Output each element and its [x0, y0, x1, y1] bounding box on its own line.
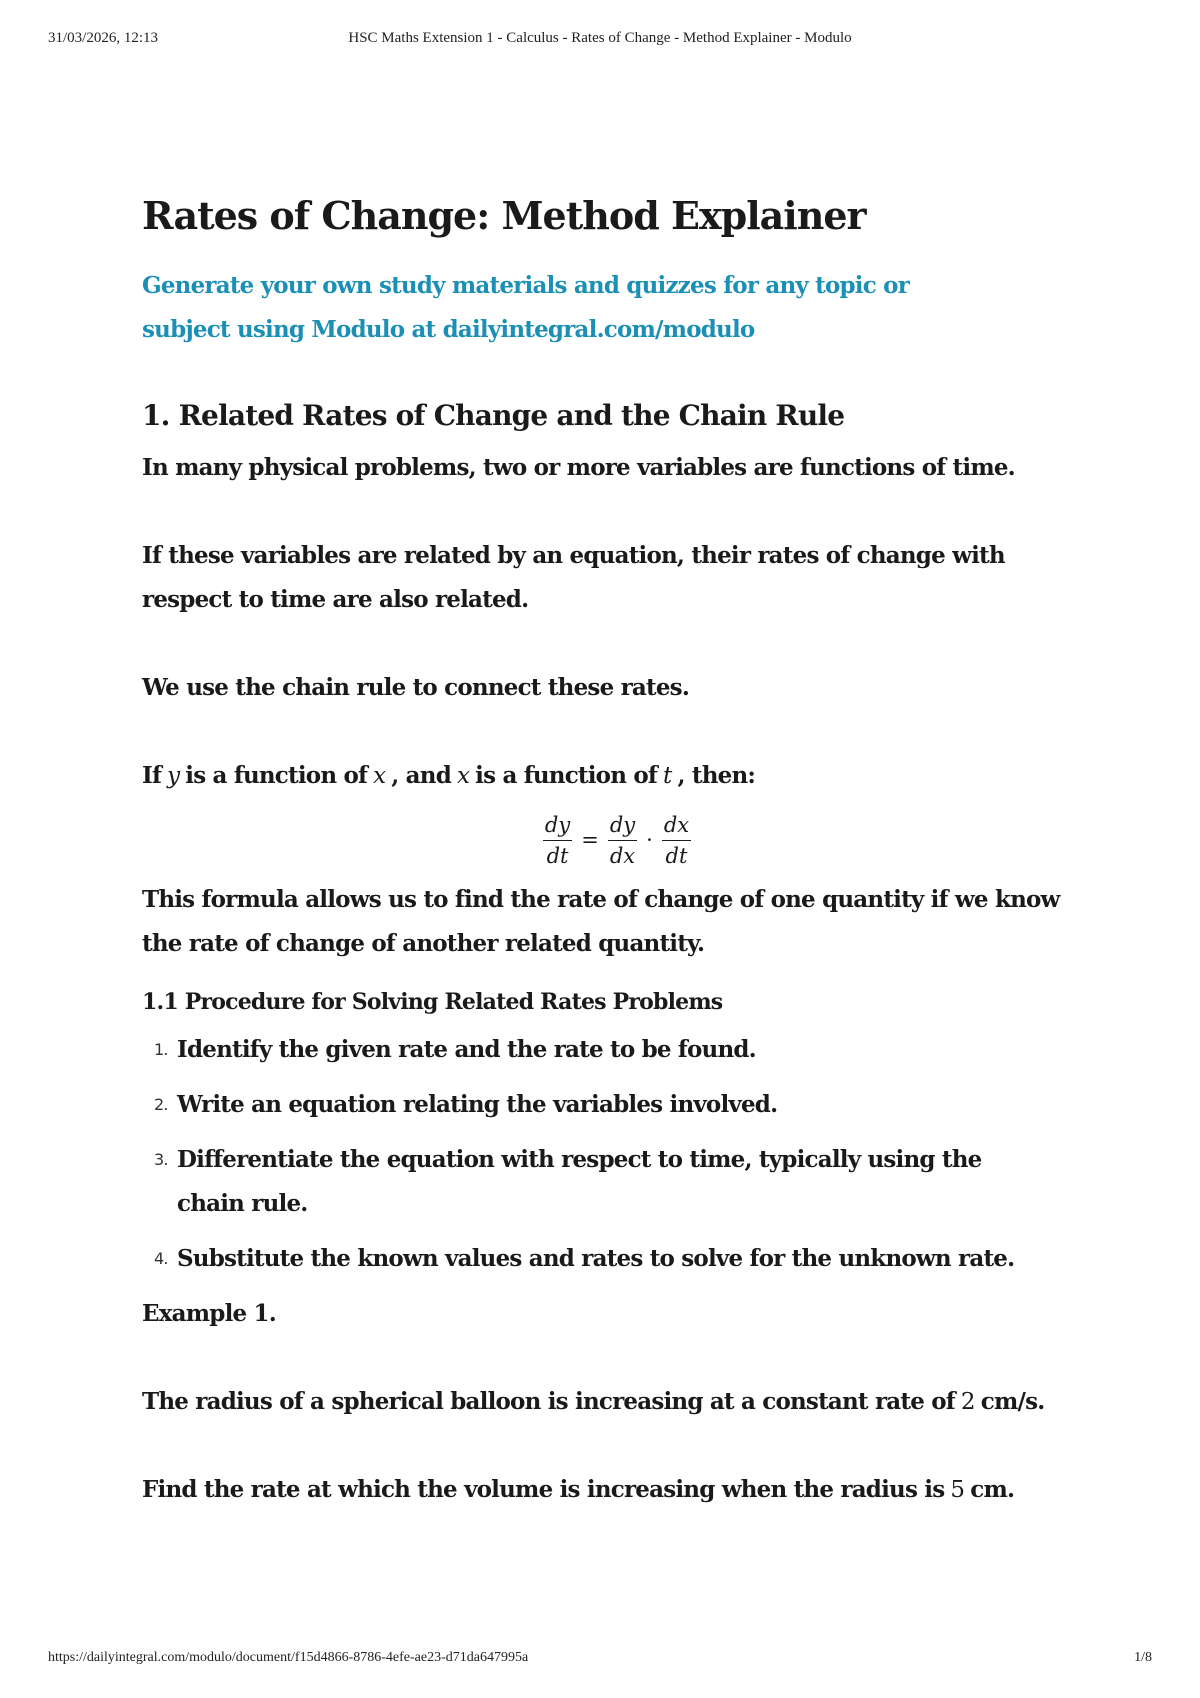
example-title: Example 1. [142, 1300, 276, 1327]
fraction [543, 812, 572, 869]
list-marker: 3. [154, 1150, 168, 1169]
denominator: dt [665, 843, 688, 868]
math-variable: y [167, 763, 180, 789]
print-header [0, 30, 1200, 54]
list-item [142, 1237, 1027, 1281]
numerator: dy [543, 812, 572, 841]
math-variable: x [373, 763, 386, 789]
page-url: https://dailyintegral.com/modulo/document/f15d4866-8786-4efe-ae23-d71da647995a [48, 1650, 529, 1665]
chain-rule-formula [142, 808, 1062, 872]
paragraph-chain-rule-intro [142, 754, 1062, 798]
math-variable: t [663, 763, 672, 789]
fraction [608, 812, 637, 869]
section-heading: 1. Related Rates of Change and the Chain Rule [142, 399, 845, 432]
paragraph: If these variables are related by an equation, their rates of change with respect to time are also related. [142, 542, 1005, 613]
list-item-text: Differentiate the equation with respect to time, typically using the chain rule. [177, 1146, 982, 1217]
numerator: dy [608, 812, 637, 841]
text: The radius of a spherical balloon is increasing at a constant rate of [142, 1388, 955, 1415]
dot-operator: · [646, 828, 653, 852]
text: If [142, 762, 162, 789]
text: , then: [677, 762, 756, 789]
promo-link[interactable]: Generate your own study materials and quizzes for any topic or subject using Modulo at dailyintegral.com/modulo [142, 272, 910, 343]
math-number: 5 [950, 1477, 965, 1503]
list-item-text: Write an equation relating the variables involved. [177, 1091, 778, 1118]
list-marker: 2. [154, 1095, 168, 1114]
text: cm. [970, 1476, 1015, 1503]
numerator: dx [662, 812, 691, 841]
denominator: dx [609, 843, 636, 868]
fraction [662, 812, 691, 869]
document-body [142, 192, 1062, 1512]
list-marker: 1. [154, 1040, 168, 1059]
paragraph: We use the chain rule to connect these rates. [142, 674, 690, 701]
list-item [142, 1028, 1027, 1072]
example-line [142, 1468, 1062, 1512]
equals-sign: = [581, 828, 599, 852]
page-number: 1/8 [1134, 1650, 1152, 1665]
text: Find the rate at which the volume is increasing when the radius is [142, 1476, 945, 1503]
list-item-text: Identify the given rate and the rate to be found. [177, 1036, 756, 1063]
text: cm/s. [980, 1388, 1045, 1415]
print-date: 31/03/2026, 12:13 [48, 30, 159, 46]
list-item [142, 1083, 1027, 1127]
list-item-text: Substitute the known values and rates to solve for the unknown rate. [177, 1245, 1015, 1272]
example-line [142, 1380, 1062, 1424]
paragraph: In many physical problems, two or more variables are functions of time. [142, 454, 1015, 481]
text: is a function of [475, 762, 657, 789]
list-item [142, 1138, 1027, 1226]
subsection-heading: 1.1 Procedure for Solving Related Rates Problems [142, 989, 723, 1015]
print-page-title: HSC Maths Extension 1 - Calculus - Rates of Change - Method Explainer - Modulo [348, 30, 852, 46]
math-variable: x [457, 763, 470, 789]
denominator: dt [546, 843, 569, 868]
paragraph: This formula allows us to find the rate of change of one quantity if we know the rate of change of another related quantity. [142, 886, 1060, 957]
document-title: Rates of Change: Method Explainer [142, 193, 866, 238]
procedure-list [142, 1028, 1062, 1281]
list-marker: 4. [154, 1249, 168, 1268]
math-number: 2 [960, 1389, 975, 1415]
print-footer [0, 1650, 1200, 1674]
text: , and [391, 762, 451, 789]
text: is a function of [185, 762, 368, 789]
